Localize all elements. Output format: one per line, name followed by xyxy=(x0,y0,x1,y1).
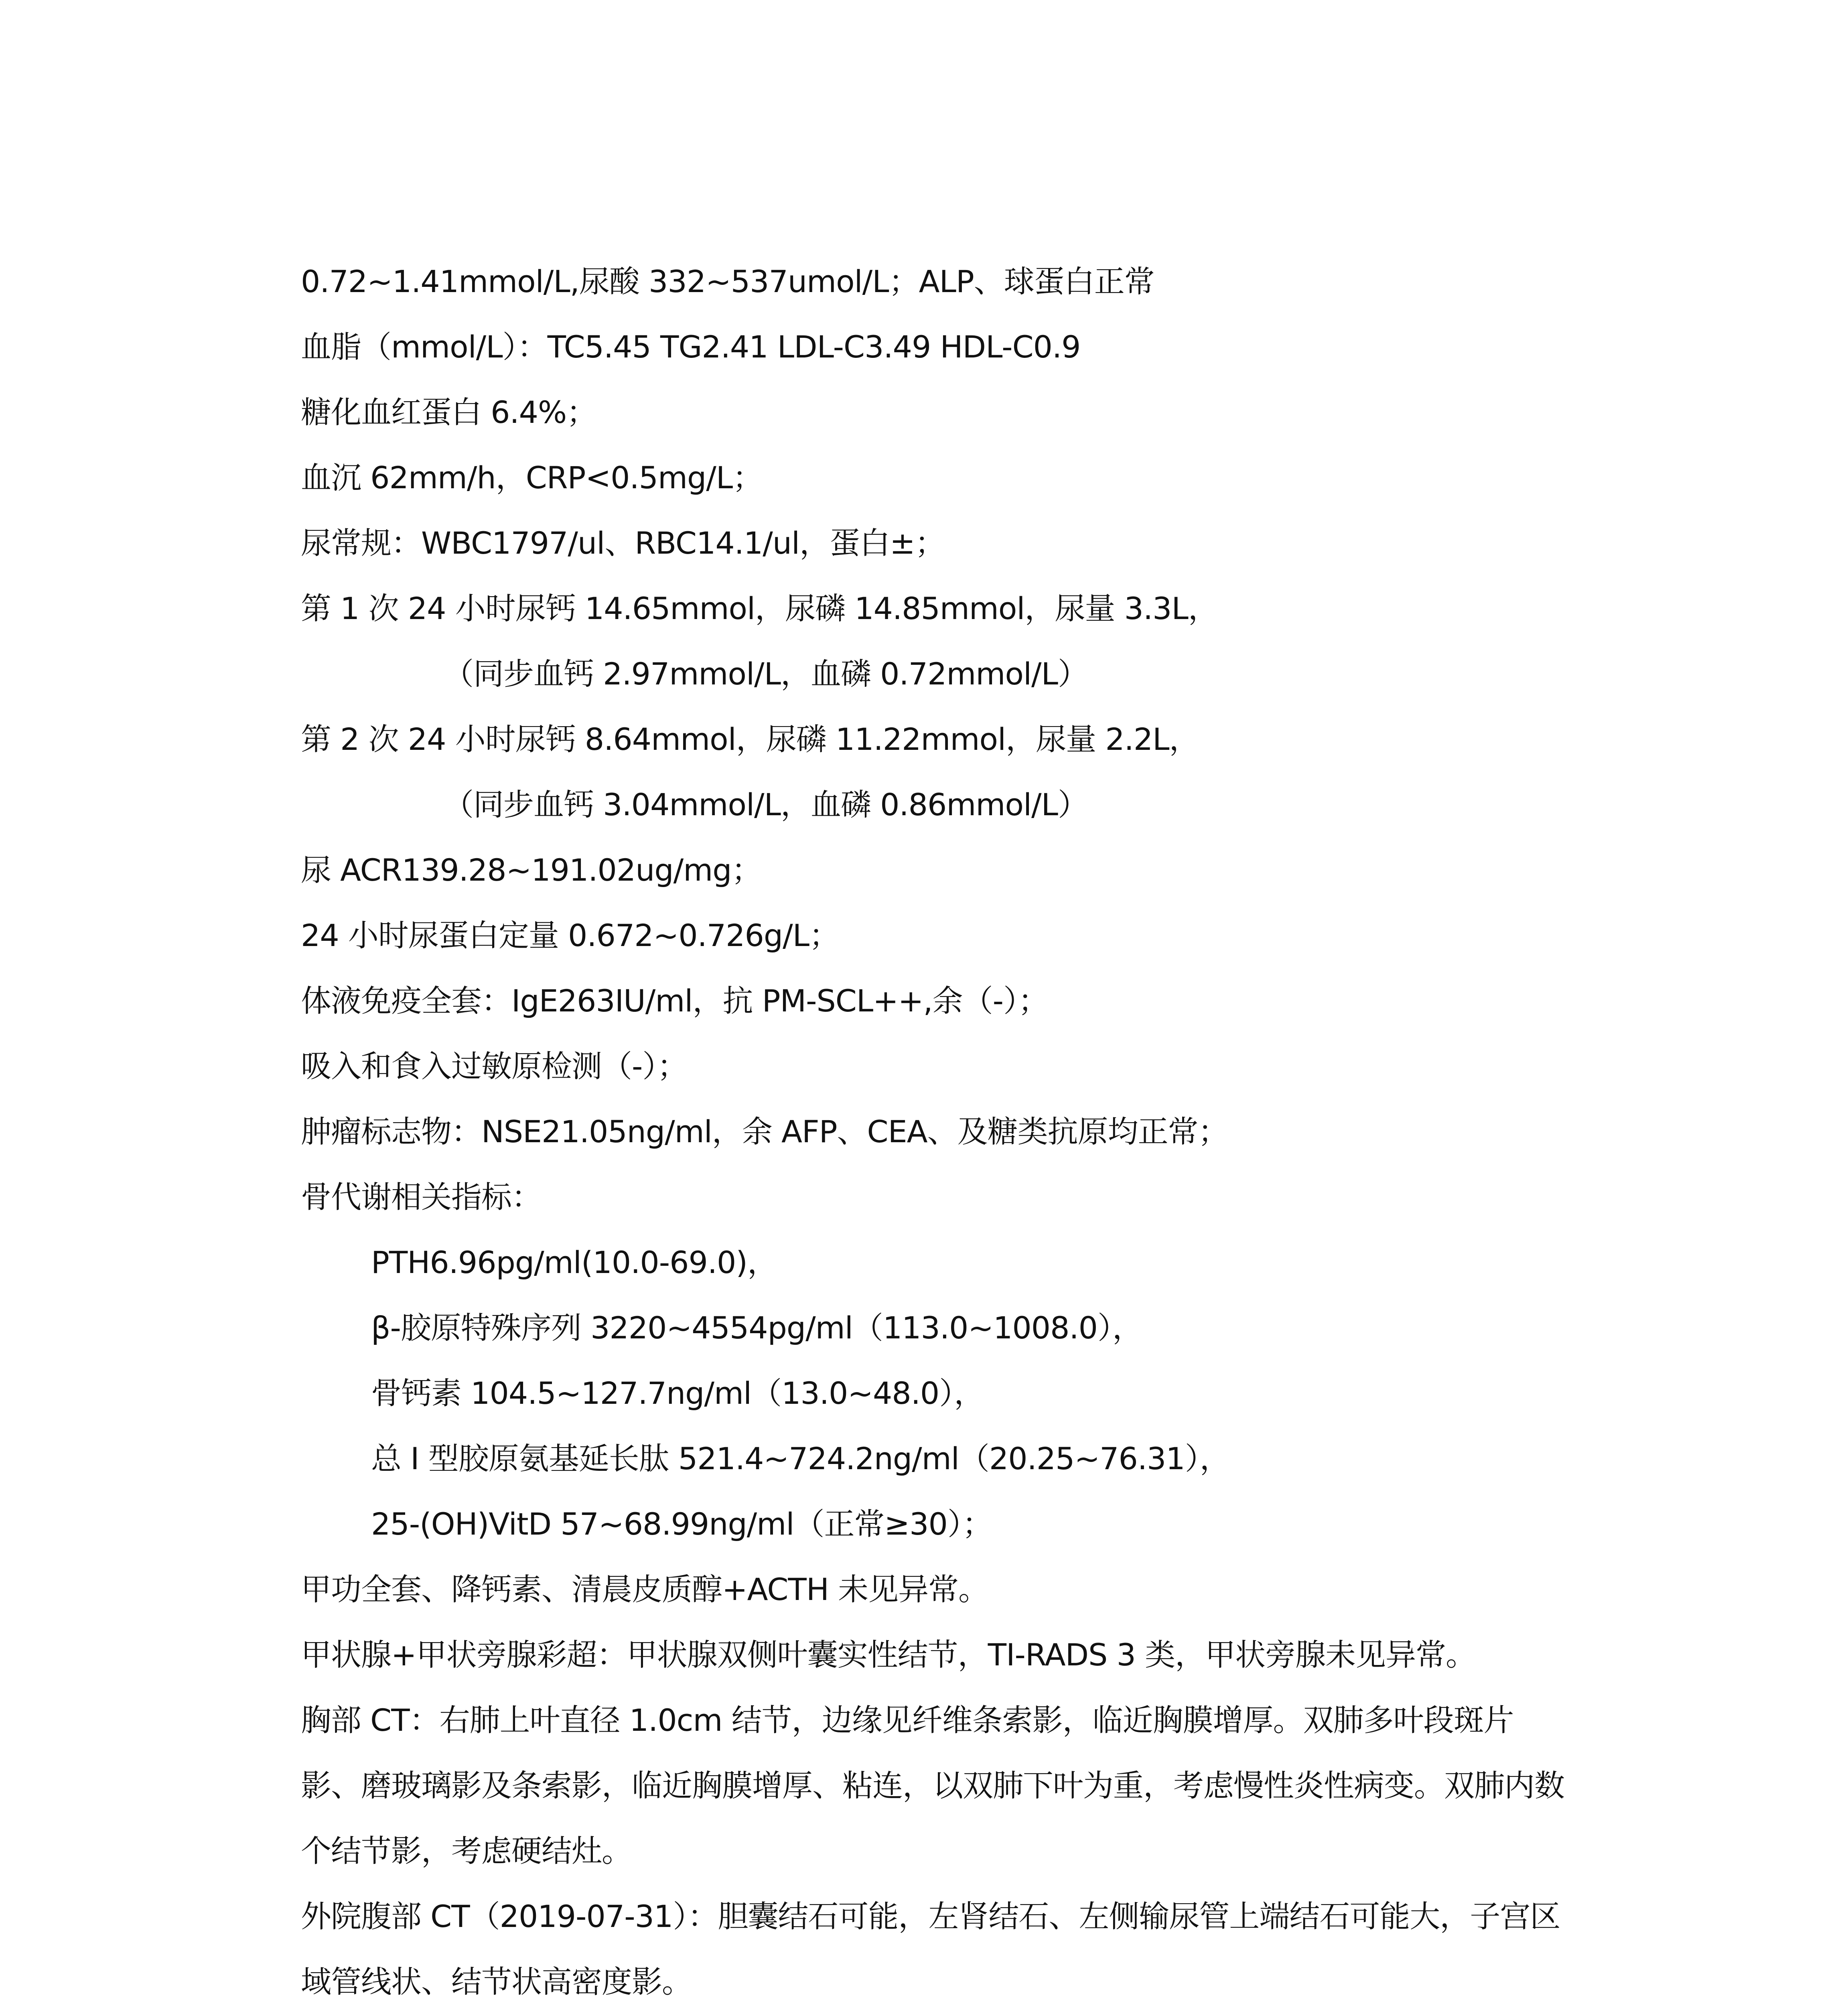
lab-line-renal: 0.72~1.41mmol/L,尿酸 332~537umol/L；ALP、球蛋白正常 xyxy=(301,264,1154,299)
lab-line-hba1c: 糖化血红蛋白 6.4%； xyxy=(301,394,597,430)
lab-line-p1np: 总 I 型胶原氨基延长肽 521.4~724.2ng/ml（20.25~76.31）， xyxy=(371,1441,1230,1476)
lab-line-pth: PTH6.96pg/ml(10.0-69.0)， xyxy=(371,1245,778,1280)
lab-line-beta-ctx: β-胶原特殊序列 3220~4554pg/ml（113.0~1008.0）， xyxy=(371,1310,1143,1346)
lab-line-vitamin-d: 25-(OH)VitD 57~68.99ng/ml（正常≥30）； xyxy=(371,1506,992,1542)
imaging-paragraph-chest-ct: 胸部 CT：右肺上叶直径 1.0cm 结节，边缘见纤维条索影，临近胸膜增厚。双肺多叶段斑片影、磨玻璃影及条索影，临近胸膜增厚、粘连，以双肺下叶为重，考虑慢性炎性病变。双肺内数个结节影，考虑硬结灶。 xyxy=(301,1702,1564,1869)
lab-line-endocrine: 甲功全套、降钙素、清晨皮质醇+ACTH 未见异常。 xyxy=(301,1572,989,1607)
lab-line-allergen: 吸入和食入过敏原检测（-）； xyxy=(301,1048,688,1084)
lab-line-osteocalcin: 骨钙素 104.5~127.7ng/ml（13.0~48.0）， xyxy=(371,1375,984,1411)
lab-line-esr-crp: 血沉 62mm/h，CRP<0.5mg/L； xyxy=(301,460,763,495)
lab-line-urine-acr: 尿 ACR139.28~191.02ug/mg； xyxy=(301,852,762,888)
lab-line-immunity: 体液免疫全套：IgE263IU/ml，抗 PM-SCL++,余（-）； xyxy=(301,983,1049,1019)
lab-line-tumor-markers: 肿瘤标志物：NSE21.05ng/ml，余 AFP、CEA、及糖类抗原均正常； xyxy=(301,1114,1228,1149)
lab-line-urine-protein: 24 小时尿蛋白定量 0.672~0.726g/L； xyxy=(301,918,840,953)
lab-line-serum-calcium-2: （同步血钙 3.04mmol/L，血磷 0.86mmol/L） xyxy=(443,787,1088,822)
lab-line-urine-calcium-1: 第 1 次 24 小时尿钙 14.65mmol，尿磷 14.85mmol，尿量 3.3L， xyxy=(301,591,1218,626)
lab-line-urinalysis: 尿常规：WBC1797/ul、RBC14.1/ul，蛋白±； xyxy=(301,525,945,561)
imaging-paragraph-thyroid-ultrasound: 甲状腺+甲状旁腺彩超：甲状腺双侧叶囊实性结节，TI-RADS 3 类，甲状旁腺未见异常。 xyxy=(301,1637,1476,1673)
lab-line-urine-calcium-2: 第 2 次 24 小时尿钙 8.64mmol，尿磷 11.22mmol，尿量 2.2L， xyxy=(301,721,1199,757)
lab-line-bone-metabolism-title: 骨代谢相关指标： xyxy=(301,1179,542,1215)
lab-line-lipids: 血脂（mmol/L）：TC5.45 TG2.41 LDL-C3.49 HDL-C0.9 xyxy=(301,329,1081,365)
imaging-paragraph-abdominal-ct: 外院腹部 CT（2019-07-31）：胆囊结石可能，左肾结石、左侧输尿管上端结石可能大，子宫区域管线状、结节状高密度影。 xyxy=(301,1898,1560,2000)
report-body xyxy=(301,249,1564,2006)
lab-line-serum-calcium-1: （同步血钙 2.97mmol/L，血磷 0.72mmol/L） xyxy=(443,656,1088,692)
